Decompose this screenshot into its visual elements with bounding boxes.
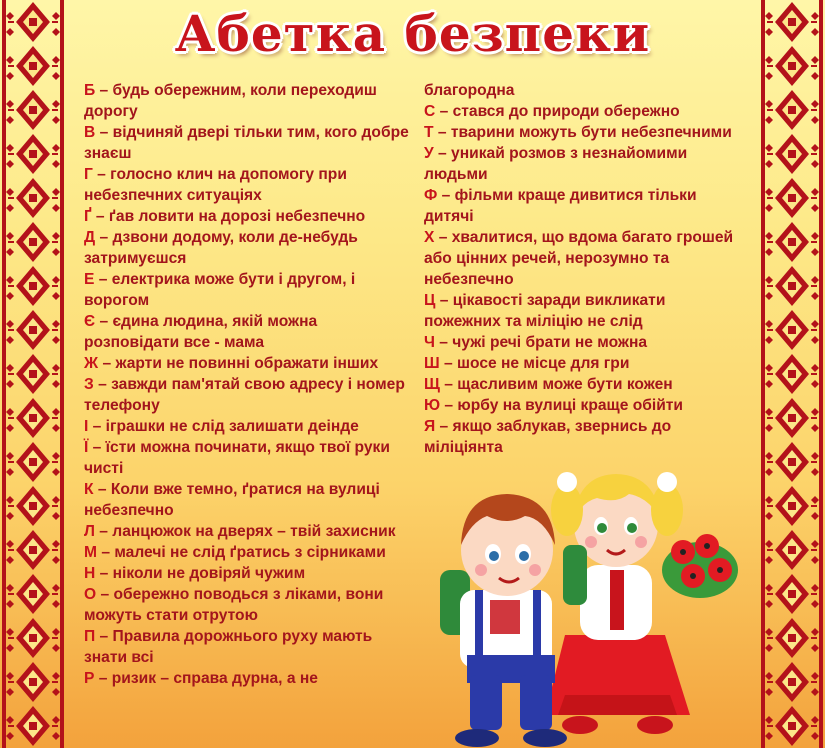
entry-text: – ризик – справа дурна, а не (94, 670, 318, 687)
poster-title: Абетка безпеки (174, 4, 651, 63)
alphabet-entry (84, 563, 410, 584)
entry-text: – малечі не слід ґратись з сірниками (97, 544, 386, 561)
alphabet-entry (424, 185, 740, 227)
alphabet-entry (84, 80, 410, 122)
entry-letter: Р (84, 670, 95, 687)
entry-text: – будь обережним, коли переходиш дорогу (84, 82, 377, 120)
entry-text: благородна (424, 82, 515, 99)
entry-text: – шосе не місце для гри (439, 355, 630, 372)
alphabet-entry (84, 479, 410, 521)
alphabet-entry (424, 290, 740, 332)
entry-text: – чужі речі брати не можна (434, 334, 648, 351)
alphabet-entry (424, 101, 740, 122)
poppy-bouquet-icon (662, 534, 738, 598)
entry-text: – тварини можуть бути небезпечними (433, 124, 732, 141)
entry-letter: Г (84, 166, 93, 183)
entry-letter: К (84, 481, 94, 498)
children-illustration (415, 460, 745, 748)
entry-text: – відчиняй двері тільки тим, кого добре знаєш (84, 124, 409, 162)
entry-text: – щасливим може бути кожен (439, 376, 673, 393)
entry-text: – юрбу на вулиці краще обійти (440, 397, 683, 414)
entry-text: – єдина людина, якій можна розповідати все - мама (84, 313, 318, 351)
entry-text: – уникай розмов з незнайомими людьми (424, 145, 688, 183)
entry-text: – цікавості заради викликати пожежних та міліцію не слід (424, 292, 666, 330)
entry-text: – ґав ловити на дорозі небезпечно (91, 208, 366, 225)
alphabet-entry (84, 542, 410, 563)
entry-letter: У (424, 145, 434, 162)
entry-letter: Є (84, 313, 96, 330)
entry-text: – завжди пам'ятай свою адресу і номер телефону (84, 376, 405, 414)
entry-letter: Ї (84, 439, 89, 456)
entry-letter: Б (84, 82, 96, 99)
entry-text: – якщо заблукав, звернись до міліціянта (424, 418, 672, 456)
alphabet-entry (84, 521, 410, 542)
alphabet-entry (84, 584, 410, 626)
entry-letter: Ґ (84, 208, 92, 225)
alphabet-entry (84, 122, 410, 164)
girl-schoolchild-icon (545, 472, 690, 734)
alphabet-entry (424, 416, 740, 458)
entry-letter: Ш (424, 355, 440, 372)
right-ornament-border (759, 0, 825, 748)
left-ornament-border (0, 0, 66, 748)
alphabet-entry (424, 80, 740, 101)
entry-letter: З (84, 376, 94, 393)
entry-letter: С (424, 103, 436, 120)
alphabet-entry (84, 626, 410, 668)
entry-letter: Д (84, 229, 96, 246)
entry-letter: Ц (424, 292, 436, 309)
entry-letter: Ч (424, 334, 435, 351)
alphabet-entry (84, 227, 410, 269)
entry-letter: Х (424, 229, 435, 246)
entry-letter: М (84, 544, 97, 561)
alphabet-entry (84, 269, 410, 311)
entry-letter: І (84, 418, 89, 435)
alphabet-entry (84, 206, 410, 227)
alphabet-entry (84, 668, 410, 689)
entry-letter: Я (424, 418, 436, 435)
alphabet-entry (424, 332, 740, 353)
entry-letter: Ф (424, 187, 438, 204)
entry-text: – іграшки не слід залишати деінде (88, 418, 359, 435)
alphabet-entry (84, 437, 410, 479)
entry-letter: Е (84, 271, 95, 288)
entry-text: – дзвони додому, коли де-небудь затримуєшся (84, 229, 358, 267)
entry-letter: Ю (424, 397, 441, 414)
left-alphabet-column (84, 80, 410, 689)
right-alphabet-column (424, 80, 740, 458)
entry-text: – голосно клич на допомогу при небезпечних ситуаціях (84, 166, 347, 204)
alphabet-entry (424, 122, 740, 143)
alphabet-entry (84, 164, 410, 206)
entry-text: – електрика може бути і другом, і ворогом (84, 271, 356, 309)
alphabet-entry (424, 227, 740, 290)
entry-letter: В (84, 124, 96, 141)
entry-text: – фільми краще дивитися тільки дитячі (424, 187, 697, 225)
alphabet-entry (424, 143, 740, 185)
entry-letter: П (84, 628, 96, 645)
alphabet-entry (424, 353, 740, 374)
entry-text: – стався до природи обережно (435, 103, 680, 120)
entry-text: – обережно поводься з ліками, вони можуть стати отрутою (84, 586, 384, 624)
boy-schoolchild-icon (440, 494, 567, 747)
entry-text: – Правила дорожнього руху мають знати всі (84, 628, 373, 666)
alphabet-entry (84, 374, 410, 416)
entry-text: – Коли вже темно, ґратися на вулиці небезпечно (84, 481, 380, 519)
entry-letter: Щ (424, 376, 440, 393)
alphabet-entry (84, 353, 410, 374)
entry-letter: Т (424, 124, 434, 141)
entry-text: – ніколи не довіряй чужим (95, 565, 306, 582)
alphabet-entry (424, 374, 740, 395)
entry-letter: О (84, 586, 97, 603)
alphabet-entry (84, 416, 410, 437)
alphabet-entry (84, 311, 410, 353)
entry-letter: Н (84, 565, 96, 582)
entry-text: – жарти не повинні ображати інших (98, 355, 379, 372)
entry-text: – ланцюжок на дверях – твій захисник (94, 523, 396, 540)
entry-letter: Л (84, 523, 95, 540)
entry-letter: Ж (84, 355, 99, 372)
alphabet-entry (424, 395, 740, 416)
entry-text: – їсти можна починати, якщо твої руки чисті (84, 439, 390, 477)
entry-text: – хвалитися, що вдома багато грошей або цінних речей, нерозумно та небезпечно (424, 229, 734, 288)
